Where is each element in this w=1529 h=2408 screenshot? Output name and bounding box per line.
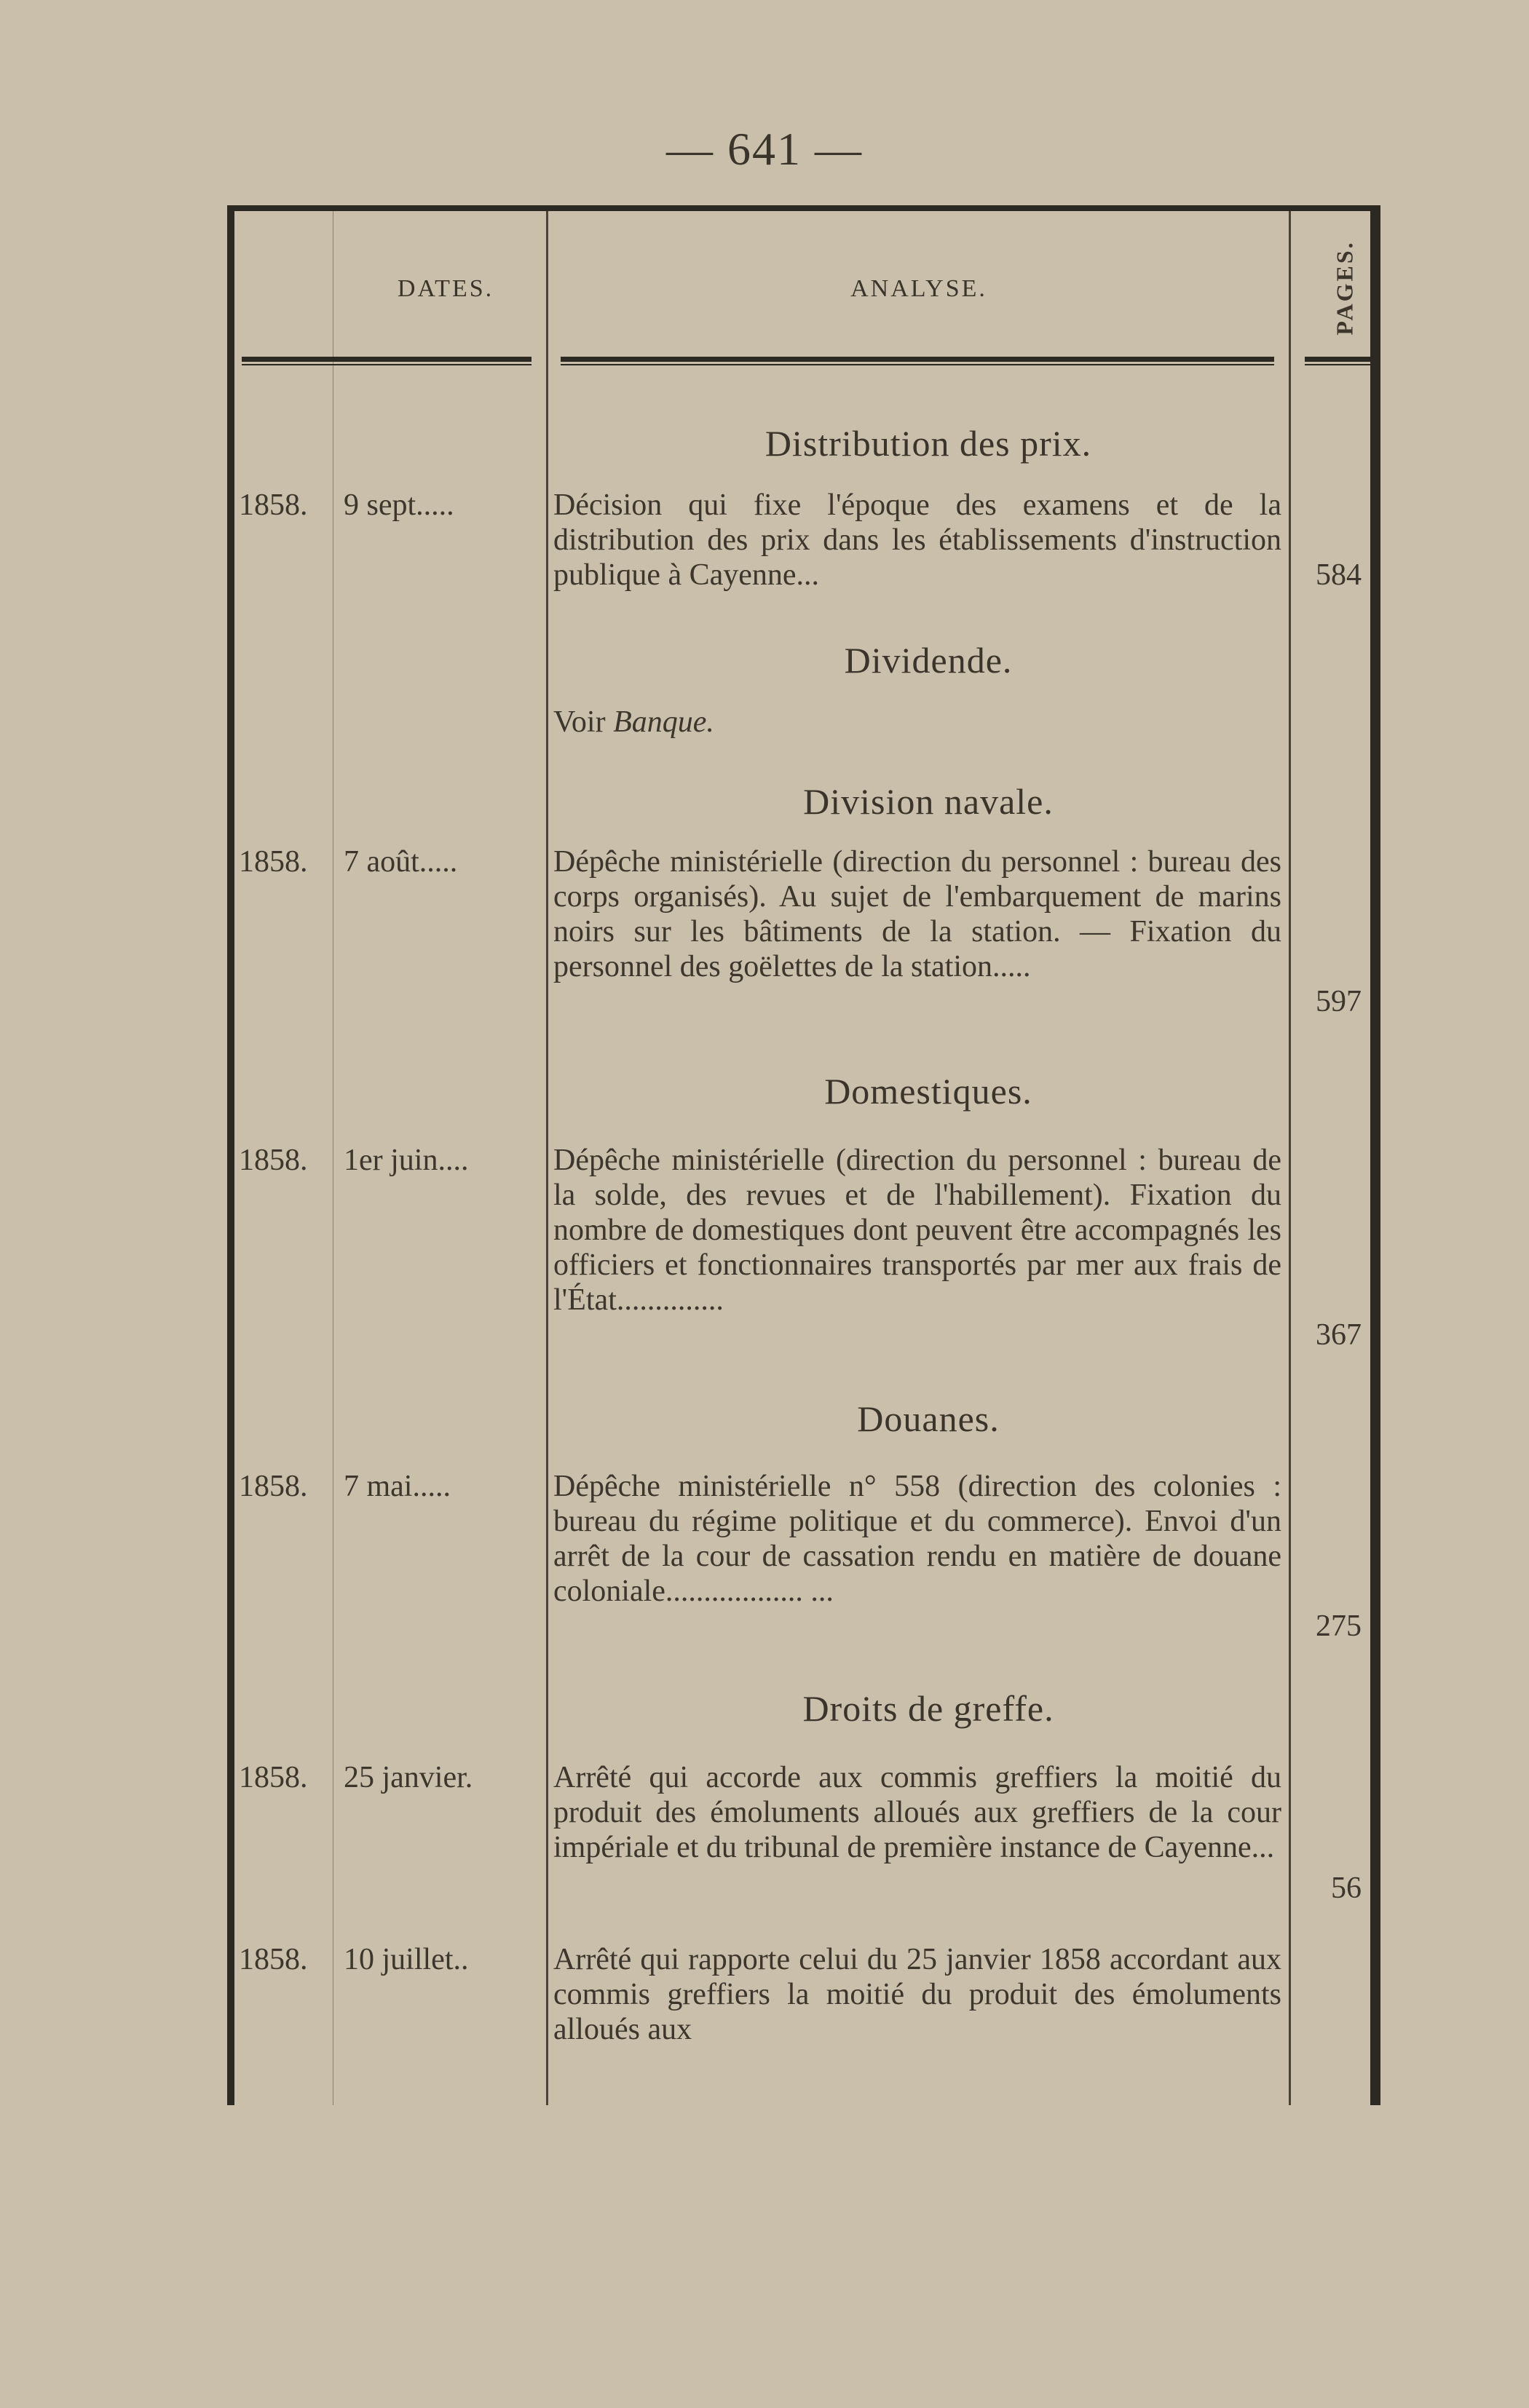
see-also-target: Banque. (613, 705, 714, 739)
section-heading: Domestiques. (824, 1071, 1032, 1112)
entry-year: 1858. (239, 1144, 308, 1177)
section-heading: Douanes. (857, 1398, 1000, 1439)
header-dates: DATES. (397, 275, 494, 302)
section-heading: Dividende. (844, 640, 1013, 681)
entry-day: 10 juillet.. (344, 1943, 469, 1976)
entry-year: 1858. (239, 1943, 308, 1976)
entry-text: Arrêté qui accorde aux commis greffiers la moitié du produit des émoluments alloués aux greffiers de la cour impériale et du tribunal de première instance de Cayenne... (553, 1761, 1281, 1864)
header-rule-pages (1305, 357, 1370, 365)
table-header (234, 211, 1370, 364)
section-heading: Distribution des prix. (764, 423, 1092, 464)
see-also-prefix: Voir (553, 705, 614, 739)
section-heading: Droits de greffe. (802, 1688, 1054, 1729)
column-divider-dates-analyse (546, 211, 548, 2105)
entry-page-ref: 56 (1331, 1872, 1362, 1905)
section-heading: Division navale. (803, 781, 1054, 822)
entry-year: 1858. (239, 1761, 308, 1794)
entry-page-ref: 275 (1316, 1609, 1362, 1643)
entry-text: Dépêche ministérielle n° 558 (direction des colonies : bureau du régime politique et du commerce). Envoi d'un arrêt de la cour de cassation rendu en matière de douane coloniale.................. ... (553, 1470, 1281, 1608)
entry-text: Décision qui fixe l'époque des examens et de la distribution des prix dans les établissements d'instruction publique à Cayenne... (553, 488, 1281, 592)
entry-page-ref: 584 (1316, 558, 1362, 592)
entry-year: 1858. (239, 488, 308, 522)
header-analyse: ANALYSE. (850, 275, 987, 302)
header-rule-analyse (561, 357, 1274, 365)
entry-year: 1858. (239, 1470, 308, 1503)
entry-day: 1er juin.... (344, 1144, 469, 1177)
entry-text: Arrêté qui rapporte celui du 25 janvier 1858 accordant aux commis greffiers la moitié du produit des émoluments alloués aux (553, 1943, 1281, 2046)
entry-text: Dépêche ministérielle (direction du personnel : bureau des corps organisés). Au sujet de l'embarquement de marins noirs sur les bâtiments de la station. — Fixation du personnel des goëlettes de la station..... (553, 845, 1281, 983)
entry-day: 9 sept..... (344, 488, 454, 522)
header-rule-dates (242, 357, 532, 365)
entry-text: Dépêche ministérielle (direction du personnel : bureau de la solde, des revues et de l'habillement). Fixation du nombre de domestiques dont peuvent être accompagnés les officiers et fonctionnaires transportés par mer aux frais de l'État.............. (553, 1144, 1281, 1317)
entry-day: 7 août..... (344, 845, 458, 879)
entry-day: 7 mai..... (344, 1470, 451, 1503)
column-divider-analyse-pages (1289, 211, 1291, 2105)
entry-page-ref: 367 (1316, 1318, 1362, 1352)
page-number: — 641 — (666, 123, 863, 175)
see-also-reference (553, 705, 714, 740)
entry-page-ref: 597 (1316, 985, 1362, 1018)
entry-year: 1858. (239, 845, 308, 879)
entry-day: 25 janvier. (344, 1761, 473, 1794)
header-pages: PAGES. (1331, 239, 1358, 336)
